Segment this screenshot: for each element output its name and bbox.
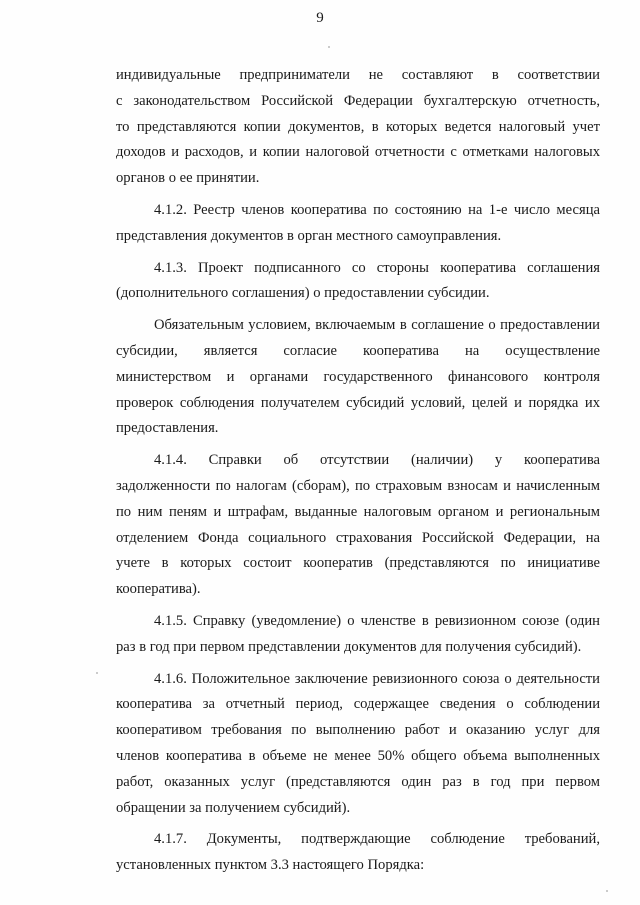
paragraph-4-1-4	[116, 448, 600, 603]
scan-speck	[606, 890, 608, 892]
text-line: членов кооператива в объеме не менее 50% общего объема выполненных	[116, 747, 600, 764]
page-number: 9	[316, 10, 324, 26]
text-line: министерством и органами государственного финансового контроля	[116, 368, 600, 385]
text-line: 4.1.4. Справки об отсутствии (наличии) у кооператива	[154, 452, 600, 469]
text-line: 4.1.3. Проект подписанного со стороны кооператива соглашения	[154, 259, 600, 276]
paragraph-mandatory-condition	[116, 313, 600, 442]
paragraph-4-1-2	[116, 198, 600, 250]
text-line: 4.1.2. Реестр членов кооператива по состоянию на 1-е число месяца	[154, 201, 600, 218]
text-line: учете в которых состоит кооператив (представляются по инициативе	[116, 555, 600, 572]
text-line: раз в год при первом представлении документов для получения субсидий).	[116, 638, 582, 655]
text-line: кооператива за отчетный период, содержащее сведения о соблюдении	[116, 696, 600, 713]
text-line: (дополнительного соглашения) о предоставлении субсидии.	[116, 285, 490, 302]
text-line: субсидии, является согласие кооператива на осуществление	[116, 342, 600, 359]
text-line: проверок соблюдения получателем субсидий условий, целей и порядка их	[116, 394, 600, 411]
text-line: органов о ее принятии.	[116, 170, 260, 187]
text-line: то представляются копии документов, в которых ведется налоговый учет	[116, 118, 600, 135]
text-line: отделением Фонда социального страхования Российской Федерации, на	[116, 529, 600, 546]
text-line: индивидуальные предприниматели не составляют в соответствии	[116, 67, 600, 83]
text-line: Обязательным условием, включаемым в соглашение о предоставлении	[154, 317, 600, 334]
text-line: обращении за получением субсидий).	[116, 799, 351, 816]
text-line: представления документов в орган местного самоуправления.	[116, 227, 502, 244]
text-line: предоставления.	[116, 420, 219, 437]
text-line: с законодательством Российской Федерации бухгалтерскую отчетность,	[116, 92, 600, 109]
scan-speck	[328, 46, 330, 48]
scan-speck	[96, 672, 98, 674]
paragraph-4-1-6	[116, 667, 600, 822]
text-line: задолженности по налогам (сборам), по страховым взносам и начисленным	[116, 477, 600, 494]
text-line: доходов и расходов, и копии налоговой отчетности с отметками налоговых	[116, 144, 600, 161]
text-line: установленных пунктом 3.3 настоящего Порядка:	[116, 857, 425, 874]
paragraph-4-1-7	[116, 827, 600, 879]
text-line: по ним пеням и штрафам, выданные налоговым органом и региональным	[116, 503, 600, 520]
text-line: работ, оказанных услуг (представляются один раз в год при первом	[116, 773, 600, 790]
text-line: кооперативом требования по выполнению работ и оказанию услуг для	[116, 722, 600, 739]
paragraph-continuation	[116, 63, 600, 192]
document-body	[116, 63, 600, 879]
text-line: 4.1.6. Положительное заключение ревизионного союза о деятельности	[154, 670, 600, 687]
paragraph-4-1-3	[116, 256, 600, 308]
paragraph-4-1-5	[116, 609, 600, 661]
text-line: кооператива).	[116, 581, 201, 598]
text-line: 4.1.7. Документы, подтверждающие соблюдение требований,	[154, 831, 600, 848]
text-line: 4.1.5. Справку (уведомление) о членстве в ревизионном союзе (один	[154, 612, 600, 629]
